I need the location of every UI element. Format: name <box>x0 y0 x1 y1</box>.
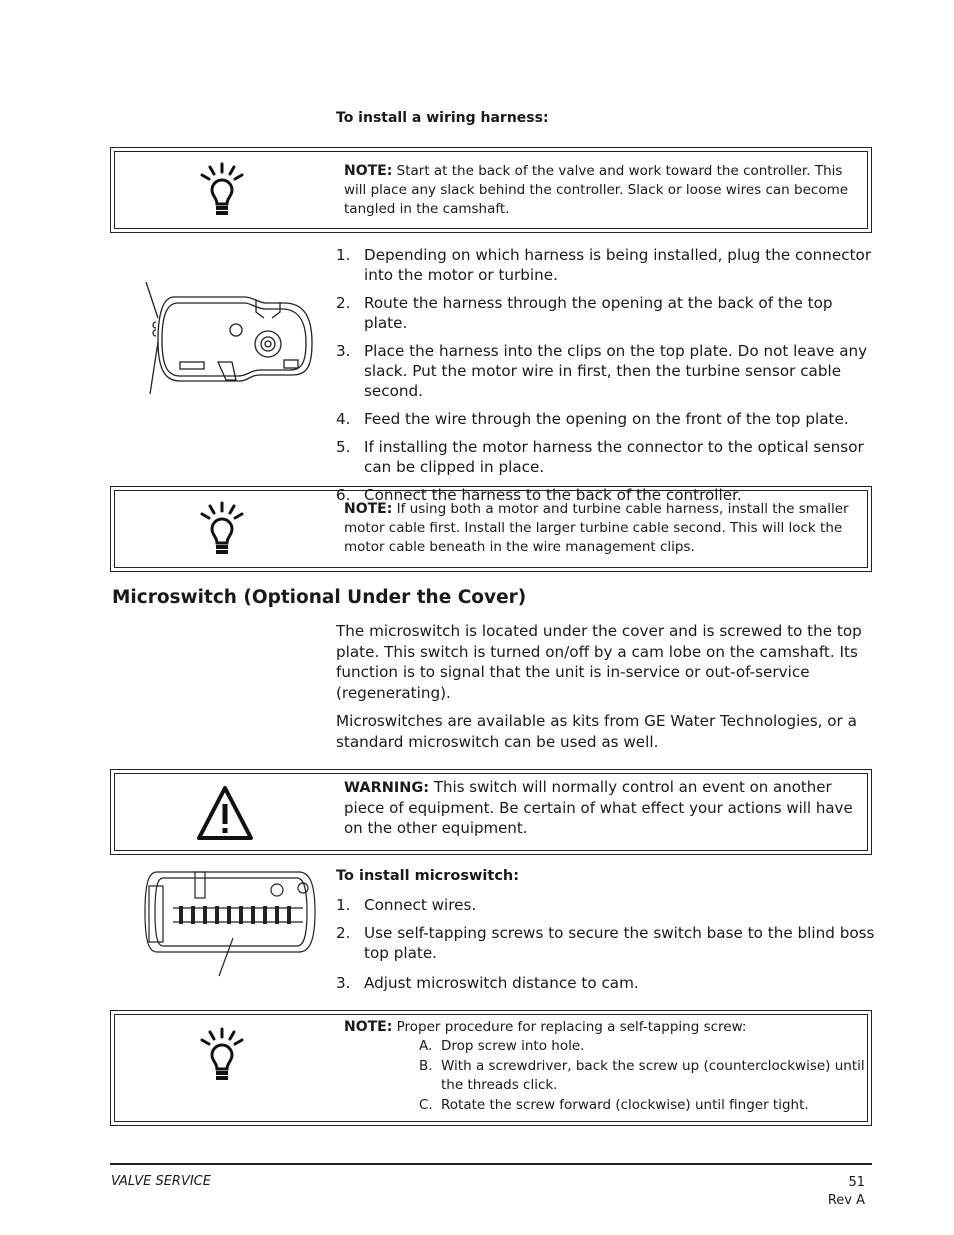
footer-rule <box>110 1163 872 1165</box>
note-1-label: NOTE: <box>344 163 393 179</box>
top-plate-figure <box>144 282 324 397</box>
list-item: 4. Feed the wire through the opening on the front of the top plate. <box>336 410 849 428</box>
list-item: 2. Use self-tapping screws to secure the switch base to the blind boss top plate. <box>336 924 875 962</box>
list-item: B. With a screwdriver, back the screw up (counterclockwise) until the threads click. <box>419 1057 865 1093</box>
warning-text <box>344 777 865 838</box>
footer-section-name: VALVE SERVICE <box>111 1174 211 1189</box>
wiring-steps-list <box>336 245 876 513</box>
list-item: 1. Depending on which harness is being installed, plug the connector into the motor or turbine. <box>336 246 872 284</box>
microswitch-steps-list <box>336 895 876 1001</box>
paragraph: Microswitches are available as kits from GE Water Technologies, or a standard microswitch can be used as well. <box>336 712 857 751</box>
page-number: 51 <box>848 1175 865 1190</box>
list-item: 6. Connect the harness to the back of the controller. <box>336 486 742 504</box>
note-2-label: NOTE: <box>344 501 393 517</box>
microswitch-description <box>336 621 871 760</box>
microswitch-figure <box>143 864 318 979</box>
footer-page-info <box>828 1174 865 1210</box>
lightbulb-icon <box>199 501 245 557</box>
warning-body: This switch will normally control an event on another piece of equipment. Be certain of what effect your actions will have on the other equipment. <box>344 778 853 837</box>
note-1-text <box>344 162 865 219</box>
list-item: 3. Adjust microswitch distance to cam. <box>336 974 639 992</box>
wiring-harness-heading: To install a wiring harness: <box>336 110 549 126</box>
warning-label: WARNING: <box>344 780 430 796</box>
warning-triangle-icon <box>195 784 255 842</box>
revision-label: Rev A <box>827 1193 865 1208</box>
section-title: Microswitch (Optional Under the Cover) <box>112 587 527 608</box>
note-2-body: If using both a motor and turbine cable harness, install the smaller motor cable first. Install the larger turbine cable second. This will lock the motor cable beneath in the wire management clips. <box>344 501 849 555</box>
list-item: 3. Place the harness into the clips on the top plate. Do not leave any slack. Put the motor wire in first, then the turbine sensor cable second. <box>336 342 868 400</box>
lightbulb-icon <box>199 1027 245 1083</box>
list-item: 2. Route the harness through the opening at the back of the top plate. <box>336 294 833 332</box>
list-item: 5. If installing the motor harness the connector to the optical sensor can be clipped in place. <box>336 438 864 476</box>
lightbulb-icon <box>199 162 245 218</box>
note-box-2 <box>110 486 872 572</box>
note-3-body: Proper procedure for replacing a self-tapping screw: <box>396 1019 747 1035</box>
warning-box <box>110 769 872 855</box>
install-microswitch-heading: To install microswitch: <box>336 868 520 884</box>
note-3-text <box>344 1018 865 1115</box>
note-2-text <box>344 500 865 557</box>
paragraph: The microswitch is located under the cover and is screwed to the top plate. This switch is turned on/off by a cam lobe on the camshaft. Its function is to signal that the unit is in-service or out-of-service (regenerating). <box>336 622 862 702</box>
list-item: 1. Connect wires. <box>336 896 477 914</box>
note-box-1 <box>110 147 872 233</box>
note-box-3 <box>110 1010 872 1126</box>
note-1-body: Start at the back of the valve and work toward the controller. This will place any slack behind the controller. Slack or loose wires can become tangled in the camshaft. <box>344 163 849 217</box>
list-item: A. Drop screw into hole. <box>419 1038 585 1054</box>
screw-procedure-list <box>344 1037 865 1115</box>
note-3-label: NOTE: <box>344 1019 393 1035</box>
list-item: C. Rotate the screw forward (clockwise) until finger tight. <box>419 1096 809 1113</box>
